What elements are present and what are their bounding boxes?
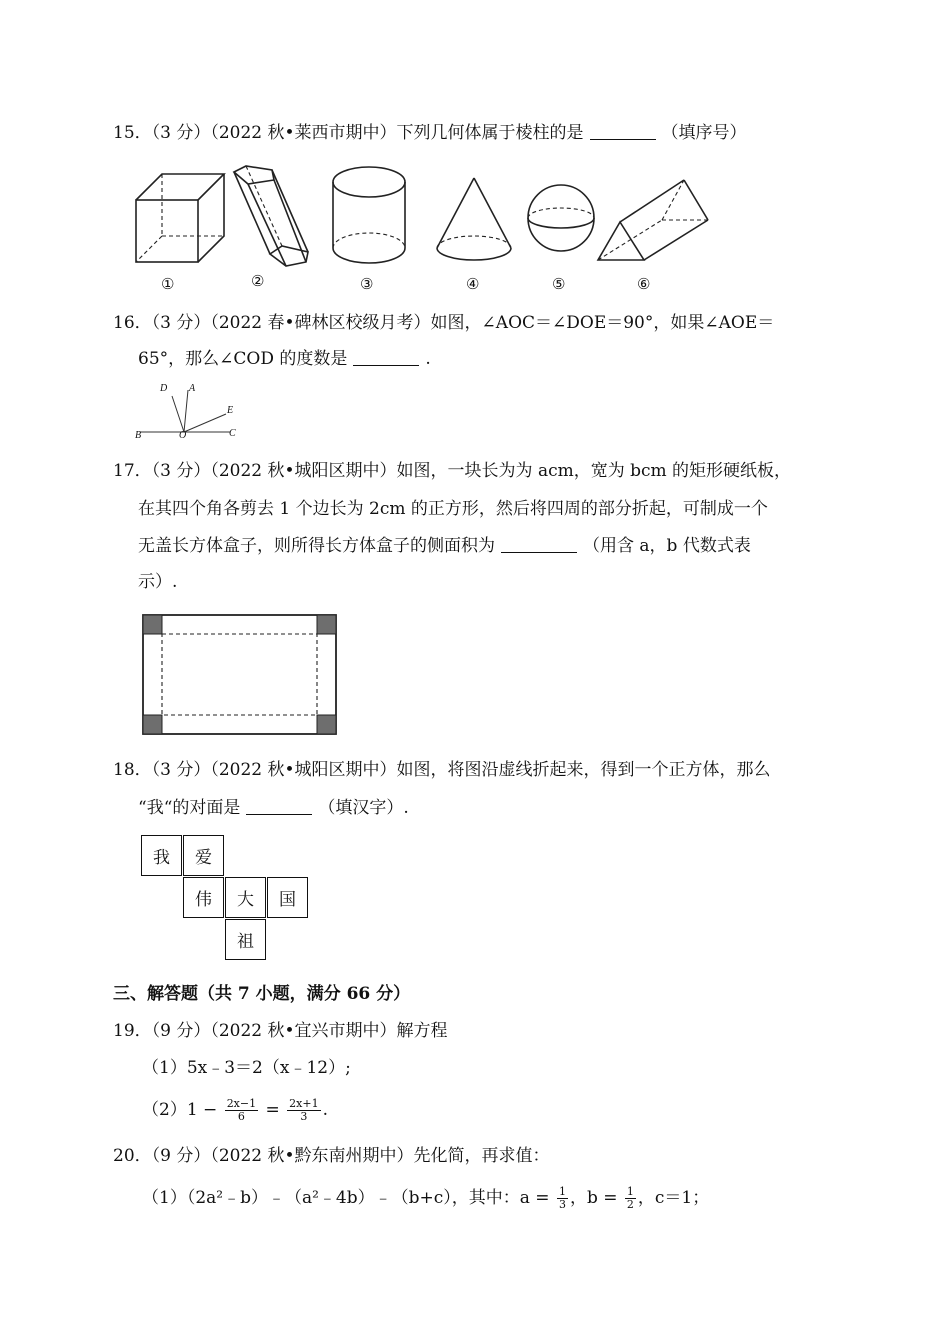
cylinder-solid <box>333 167 405 263</box>
cone-solid <box>437 178 511 260</box>
q19-part2: （2）1 − $\frac{2x-1}{6}$ = $\frac{2x+1}{3}$ . <box>142 1097 328 1123</box>
triangular-prism-solid <box>598 180 708 260</box>
q16-label-o: O <box>179 430 187 441</box>
q17-line3: 无盖长方体盒子，则所得长方体盒子的侧面积为 （用含 a，b 代数式表 <box>138 536 751 556</box>
cube-solid <box>136 174 224 262</box>
q16-label-a: A <box>189 383 196 394</box>
q20-fraction-a: $\frac{1}{3}$ <box>558 1185 566 1211</box>
q19-fraction-2: $\frac{2x+1}{3}$ <box>289 1097 319 1123</box>
q16-line1: 16．（3 分）（2022 春•碑林区校级月考）如图，∠AOC＝∠DOE＝90°，如果∠AOE＝ <box>113 313 775 333</box>
q17-answer-blank[interactable] <box>501 536 577 553</box>
q18-answer-blank[interactable] <box>246 798 312 815</box>
q15-answer-blank[interactable] <box>590 123 656 140</box>
net-cell-ai: 爱 <box>183 835 224 876</box>
net-cell-da: 大 <box>225 877 266 918</box>
q16-label-c: C <box>229 428 236 439</box>
q20-line1: 20．（9 分）（2022 秋•黔东南州期中）先化简，再求值： <box>113 1146 550 1166</box>
net-cell-wo: 我 <box>141 835 182 876</box>
section-3-title: 三、解答题（共 7 小题，满分 66 分） <box>113 984 411 1004</box>
net-cell-wei: 伟 <box>183 877 224 918</box>
q16-label-d: D <box>160 383 168 394</box>
q15-label-6: ⑥ <box>637 275 651 293</box>
net-cell-zu: 祖 <box>225 919 266 960</box>
q20-fraction-b: $\frac{1}{2}$ <box>626 1185 634 1211</box>
slanted-prism-solid <box>234 166 308 266</box>
q19-line1: 19．（9 分）（2022 秋•宜兴市期中）解方程 <box>113 1021 448 1041</box>
net-cell-guo: 国 <box>267 877 308 918</box>
q15-text: 15．（3 分）（2022 秋•莱西市期中）下列几何体属于棱柱的是 （填序号） <box>113 123 747 143</box>
q16-label-e: E <box>227 405 234 416</box>
q15-label-5: ⑤ <box>552 275 566 293</box>
q15-label-1: ① <box>161 275 175 293</box>
q20-part1: （1）（2a²﹣b）﹣（a²﹣4b）﹣（b+c），其中：a = $\frac{1}{3}$ ，b = $\frac{1}{2}$ ，c＝1； <box>142 1185 710 1211</box>
q15-label-3: ③ <box>360 275 374 293</box>
q18-line2: “我“的对面是 （填汉字）. <box>138 798 409 818</box>
q17-cardboard-figure <box>142 614 342 738</box>
q17-line2: 在其四个角各剪去 1 个边长为 2cm 的正方形，然后将四周的部分折起，可制成一个 <box>138 499 768 519</box>
q17-line1: 17．（3 分）（2022 秋•城阳区期中）如图，一块长为为 acm，宽为 bcm 的矩形硬纸板， <box>113 461 792 481</box>
q17-line4: 示）. <box>138 572 178 592</box>
q16-label-b: B <box>135 430 142 441</box>
q19-part1: （1）5x﹣3＝2（x﹣12）; <box>142 1058 351 1078</box>
q15-label-4: ④ <box>466 275 480 293</box>
q16-answer-blank[interactable] <box>353 349 419 366</box>
q19-fraction-1: $\frac{2x-1}{6}$ <box>226 1097 257 1123</box>
q16-line2: 65°，那么∠COD 的度数是 . <box>138 349 431 369</box>
q15-label-2: ② <box>251 272 265 290</box>
q18-line1: 18．（3 分）（2022 秋•城阳区期中）如图，将图沿虚线折起来，得到一个正方体，那么 <box>113 760 771 780</box>
sphere-solid <box>528 185 594 251</box>
